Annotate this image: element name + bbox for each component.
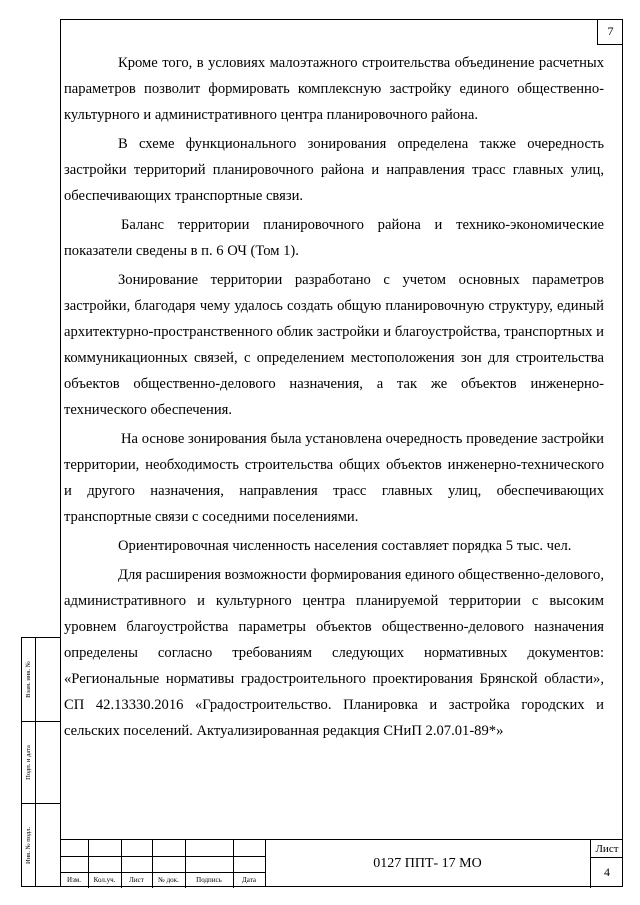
title-block xyxy=(60,839,623,887)
side-stamp-strip xyxy=(21,637,60,887)
page-number: 7 xyxy=(597,19,623,45)
col-date: Дата xyxy=(242,876,256,884)
revision-headers xyxy=(60,872,265,888)
sheet-label: Лист xyxy=(595,843,619,855)
paragraph: Ориентировочная численность населения составляет порядка 5 тыс. чел. xyxy=(118,538,572,554)
col-izm: Изм. xyxy=(67,876,81,884)
col-signature: Подпись xyxy=(196,876,222,884)
paragraph: Зонирование территории разработано с учетом основных параметров застройки, благодаря чему удалось создать общую планировочную структуру, единый архитектурно-пространственного облик застройки и благоустройства, транспортных и коммуникационных связей, с определением местоположения зон для строительства объектов общественно-делового назначения, а так же объектов инженерно-технического обеспечения. xyxy=(64,272,604,418)
paragraph: Кроме того, в условиях малоэтажного строительства объединение расчетных параметров позволит формировать комплексную застройку единого общественно-культурного и административного центра планировочного района. xyxy=(64,55,604,123)
sheet-number: 4 xyxy=(604,865,610,879)
paragraph: Баланс территории планировочного района и технико-экономические показатели сведены в п. 6 ОЧ (Том 1). xyxy=(64,217,604,259)
replaced-inv-label: Взам. инв. № xyxy=(25,661,33,698)
paragraph: На основе зонирования была установлена очередность проведение застройки территории, необходимость строительства общих объектов инженерно-технического и другого назначения, направления трасс главных улиц, обеспечивающих транспортные связи с соседними поселениями. xyxy=(64,431,604,525)
document-code: 0127 ППТ- 17 МО xyxy=(373,856,482,871)
col-doc-no: № док. xyxy=(158,876,179,884)
col-list: Лист xyxy=(129,876,144,884)
body-text xyxy=(64,50,604,747)
paragraph: В схеме функционального зонирования определена также очередность застройки территорий планировочного района и направления трасс главных улиц, обеспечивающих транспортные связи. xyxy=(64,136,604,204)
col-kol-uch: Кол.уч. xyxy=(93,876,116,884)
inv-orig-label: Инв. № подл. xyxy=(25,826,33,865)
sheet-cell xyxy=(590,840,623,888)
sign-date-label: Подп. и дата xyxy=(25,744,33,780)
paragraph: Для расширения возможности формирования единого общественно-делового, административного и культурного центра планируемой территории с высоким уровнем благоустройства параметры объектов общественно-делового назначения определены согласно требованиям следующих нормативных документов: «Региональные нормативы градостроительного проектирования Брянской области», СП 42.13330.2016 «Градостроительство. Планировка и застройка городских и сельских поселений. Актуализированная редакция СНиП 2.07.01-89*» xyxy=(64,567,605,739)
